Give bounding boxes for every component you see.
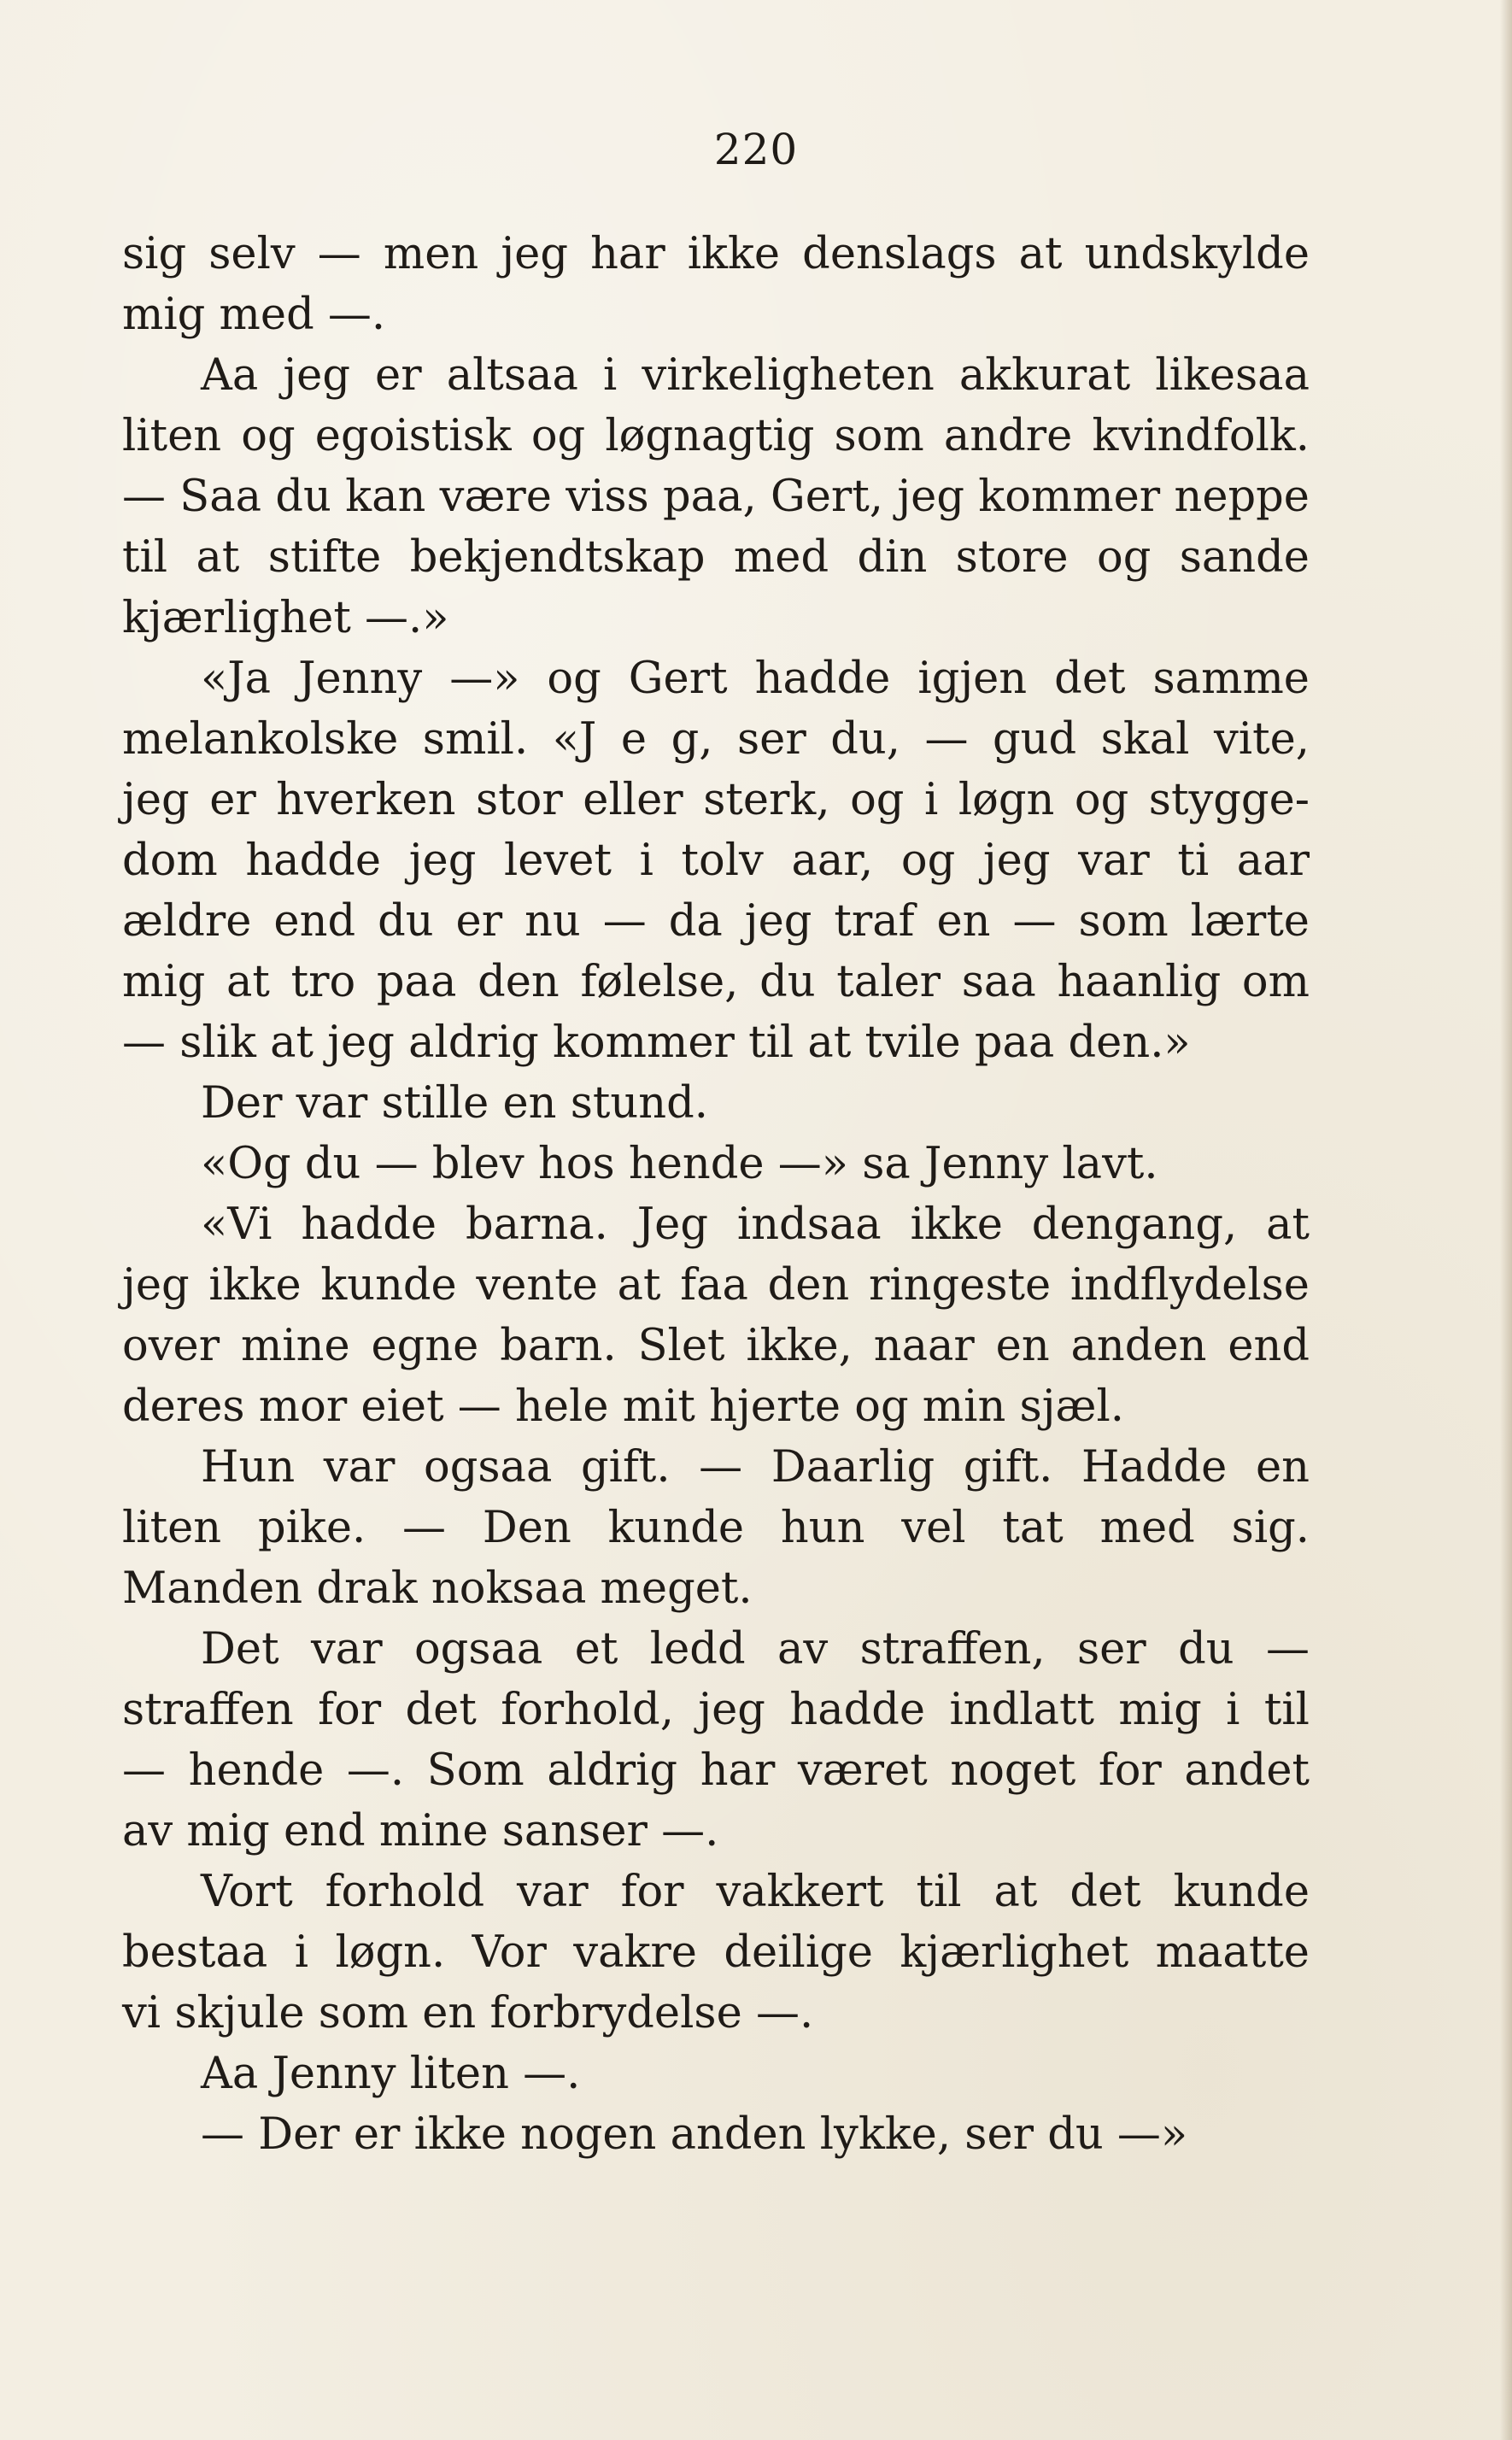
text-line: — Saa du kan være viss paa, Gert, jeg kommer neppe [122, 472, 1310, 522]
text-line: kjærlighet —.» [122, 593, 449, 643]
text-line: — Der er ikke nogen anden lykke, ser du —» [201, 2109, 1188, 2160]
text-line: Vort forhold var for vakkert til at det kunde [201, 1867, 1310, 1917]
text-line: Hun var ogsaa gift. — Daarlig gift. Hadde en [201, 1442, 1310, 1493]
text-line: Aa jeg er altsaa i virkeligheten akkurat likesaa [201, 350, 1310, 401]
text-line: mig med —. [122, 290, 386, 340]
text-line: mig at tro paa den følelse, du taler saa haanlig om [122, 957, 1310, 1007]
text-line: jeg ikke kunde vente at faa den ringeste indflydelse [122, 1260, 1310, 1311]
text-line: straffen for det forhold, jeg hadde indlatt mig i til [122, 1685, 1310, 1735]
text-line: «Ja Jenny —» og Gert hadde igjen det samme [201, 654, 1310, 704]
text-line: jeg er hverken stor eller sterk, og i løgn og stygge- [122, 775, 1310, 825]
text-line: Aa Jenny liten —. [201, 2049, 581, 2099]
text-line: — hende —. Som aldrig har været noget for andet [122, 1745, 1310, 1796]
text-line: vi skjule som en forbrydelse —. [122, 1988, 814, 2038]
text-line: Det var ogsaa et ledd av straffen, ser du — [201, 1624, 1310, 1675]
text-line: Der var stille en stund. [201, 1078, 708, 1129]
text-line: til at stifte bekjendtskap med din store og sande [122, 532, 1310, 583]
text-line: liten og egoistisk og løgnagtig som andre kvindfolk. [122, 411, 1310, 461]
text-line: sig selv — men jeg har ikke denslags at undskylde [122, 229, 1310, 279]
text-line: bestaa i løgn. Vor vakre deilige kjærlighet maatte [122, 1927, 1310, 1978]
text-line: ældre end du er nu — da jeg traf en — som lærte [122, 896, 1310, 947]
text-line: «Vi hadde barna. Jeg indsaa ikke dengang, at [201, 1199, 1310, 1250]
text-line: Manden drak noksaa meget. [122, 1563, 753, 1614]
body-text [122, 224, 1310, 2165]
text-line: av mig end mine sanser —. [122, 1806, 719, 1856]
text-line: over mine egne barn. Slet ikke, naar en anden end [122, 1321, 1310, 1371]
text-line: — slik at jeg aldrig kommer til at tvile paa den.» [122, 1018, 1191, 1068]
text-line: deres mor eiet — hele mit hjerte og min sjæl. [122, 1381, 1124, 1432]
text-line: liten pike. — Den kunde hun vel tat med sig. [122, 1503, 1310, 1553]
text-line: dom hadde jeg levet i tolv aar, og jeg var ti aar [122, 836, 1310, 886]
page-edge-shadow [1500, 0, 1512, 2440]
page-number: 220 [713, 125, 799, 174]
text-line: melankolske smil. «J e g, ser du, — gud skal vite, [122, 714, 1310, 765]
text-line: «Og du — blev hos hende —» sa Jenny lavt. [201, 1139, 1158, 1189]
